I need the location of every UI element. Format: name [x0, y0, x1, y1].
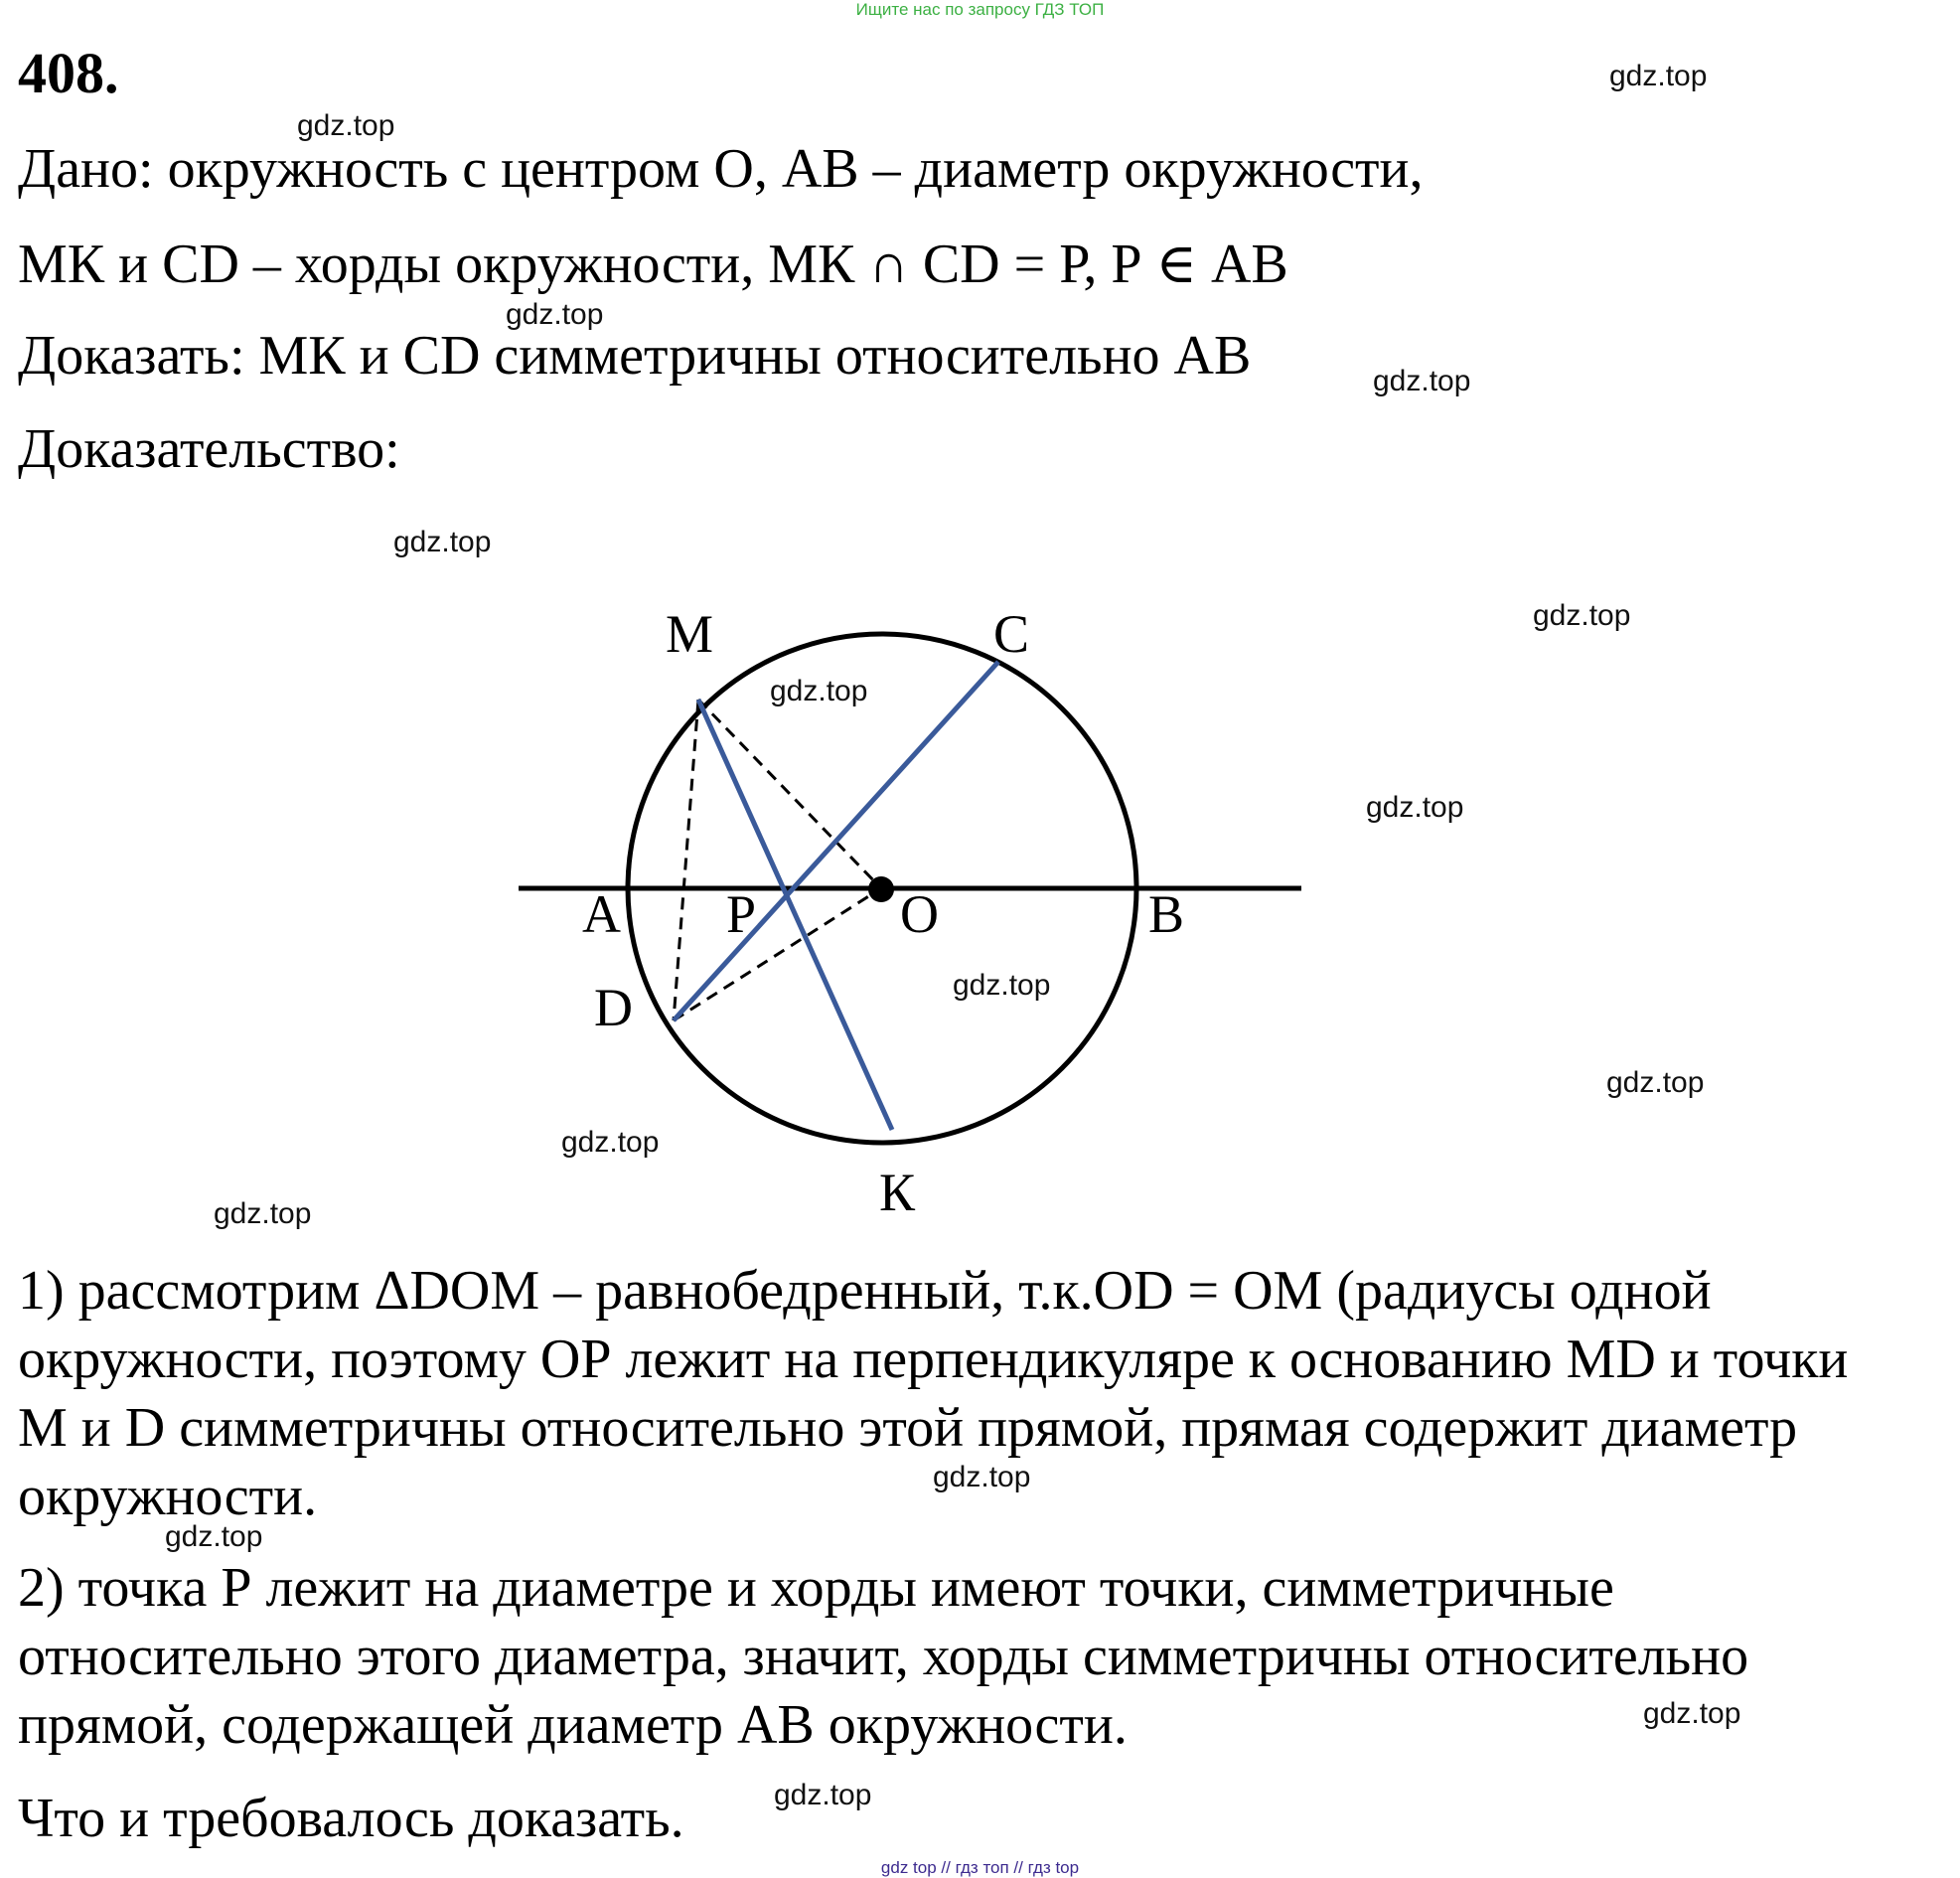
label-d: D: [594, 978, 633, 1037]
watermark: gdz.top: [1533, 599, 1631, 632]
step1-line-1: 1) рассмотрим ΔDOM – равнобедренный, т.к.OD = OM (радиусы одной: [18, 1260, 1712, 1322]
watermark: gdz.top: [297, 109, 395, 142]
watermark: gdz.top: [1606, 1066, 1705, 1099]
step1-line-2: окружности, поэтому ОР лежит на перпендикуляре к основанию MD и точки: [18, 1329, 1849, 1390]
given-line-1: Дано: окружность с центром О, АВ – диаметр окружности,: [18, 138, 1424, 200]
given-line-2: МК и CD – хорды окружности, МК ∩ CD = Р, Р ∈ АВ: [18, 234, 1288, 295]
watermark: gdz.top: [214, 1197, 312, 1230]
label-a: A: [582, 884, 621, 944]
watermark: gdz.top: [933, 1461, 1031, 1493]
footer-note: gdz top // гдз топ // гдз top: [880, 1858, 1080, 1877]
label-p: P: [726, 884, 757, 944]
radius-om-dashed: [698, 700, 881, 888]
watermark: gdz.top: [770, 675, 868, 707]
center-point-o: [868, 876, 894, 902]
step1-line-3: М и D симметричны относительно этой прямой, прямая содержит диаметр: [18, 1397, 1798, 1459]
step2-line-2: относительно этого диаметра, значит, хорды симметричны относительно: [18, 1626, 1749, 1687]
watermark: gdz.top: [561, 1126, 660, 1159]
label-k: К: [879, 1163, 916, 1222]
top-search-note: Ищите нас по запросу ГДЗ ТОП: [855, 0, 1105, 19]
segment-md-dashed: [674, 700, 698, 1020]
watermark: gdz.top: [393, 526, 492, 558]
proof-title: Доказательство:: [18, 418, 400, 480]
problem-number: 408.: [18, 41, 119, 105]
watermark: gdz.top: [1643, 1697, 1741, 1730]
watermark: gdz.top: [774, 1779, 872, 1811]
label-c: C: [993, 604, 1030, 664]
watermark: gdz.top: [1609, 60, 1708, 92]
step2-line-1: 2) точка Р лежит на диаметре и хорды имеют точки, симметричные: [18, 1557, 1614, 1619]
label-b: B: [1148, 884, 1185, 944]
watermark: gdz.top: [506, 298, 604, 331]
label-o: O: [900, 884, 939, 944]
watermark: gdz.top: [953, 969, 1051, 1002]
step2-line-3: прямой, содержащей диаметр АВ окружности.: [18, 1694, 1128, 1756]
watermark: gdz.top: [1366, 791, 1464, 824]
conclusion: Что и требовалось доказать.: [18, 1788, 684, 1849]
chord-cd: [674, 662, 998, 1020]
watermark: gdz.top: [165, 1520, 263, 1553]
label-m: M: [666, 604, 714, 664]
step1-line-4: окружности.: [18, 1466, 318, 1527]
prove-line: Доказать: МК и CD симметричны относительно АВ: [18, 325, 1252, 387]
watermark: gdz.top: [1373, 365, 1471, 397]
